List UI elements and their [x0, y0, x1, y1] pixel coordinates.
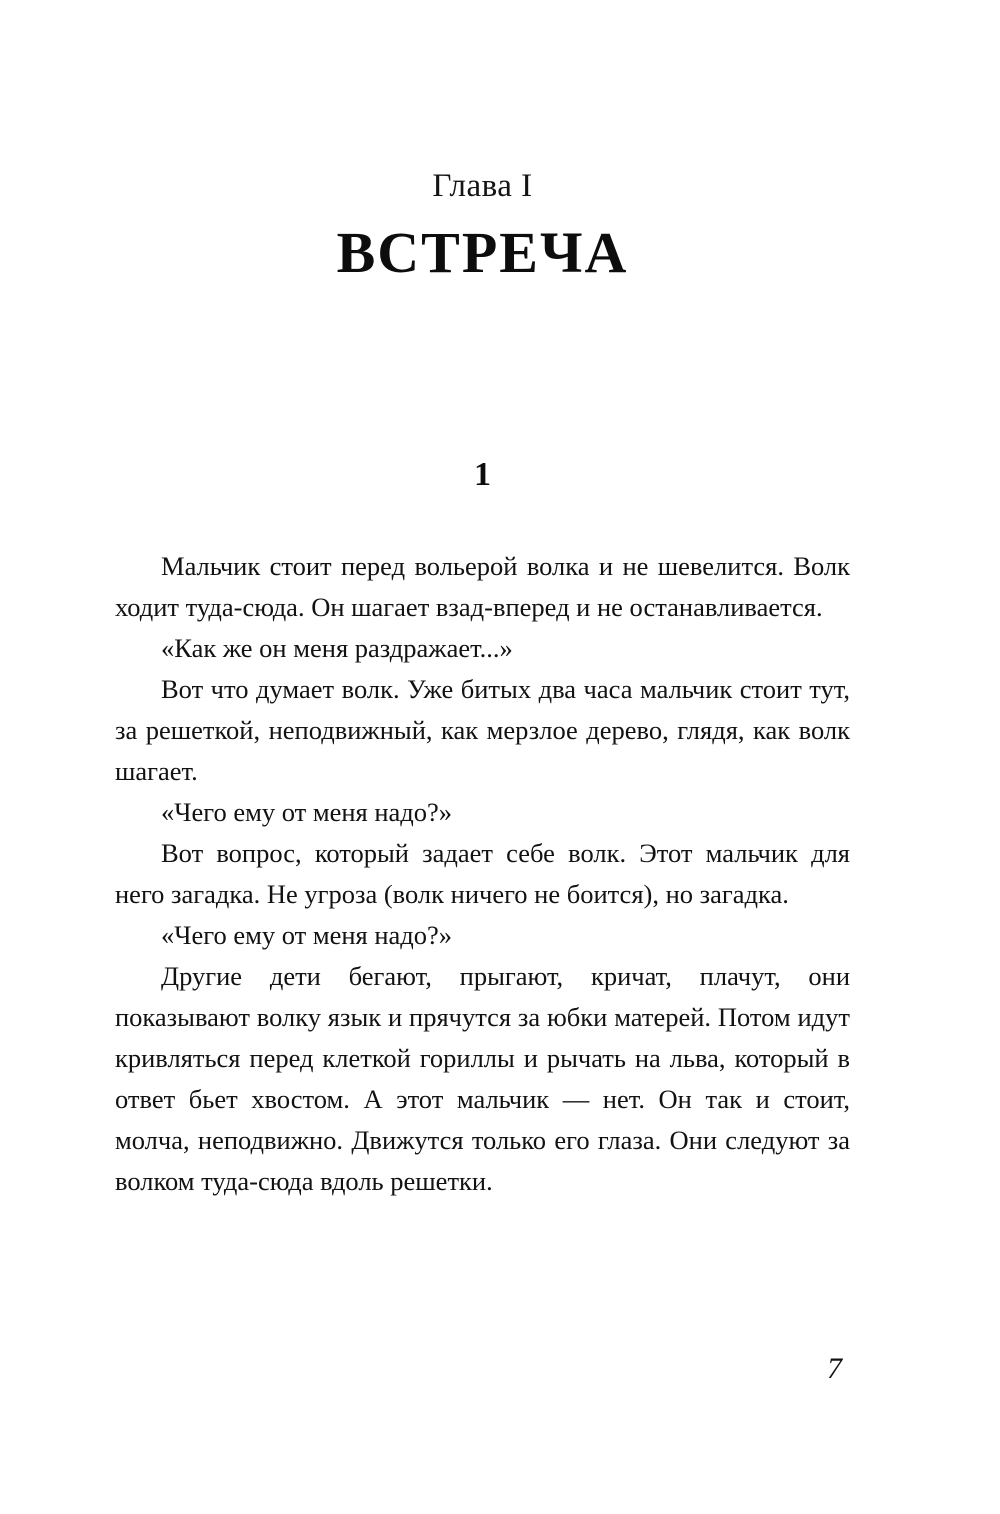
paragraph: Мальчик стоит перед вольерой волка и не шевелится. Волк ходит туда-сюда. Он шагает взад-вперед и не останавливается. — [115, 551, 850, 622]
paragraph: Другие дети бегают, прыгают, кричат, плачут, они показывают волку язык и прячутся за юбки матерей. Потом идут кривляться перед клеткой гориллы и рычать на льва, который в ответ бьет хвостом. А этот мальчик — нет. Он так и стоит, молча, неподвижно. Движутся только его глаза. Они следуют за волком туда-сюда вдоль решетки. — [115, 961, 850, 1196]
section-number: 1 — [474, 456, 491, 493]
chapter-title: ВСТРЕЧА — [336, 220, 629, 285]
paragraph: «Чего ему от меня надо?» — [161, 797, 453, 827]
paragraph: «Чего ему от меня надо?» — [161, 920, 453, 950]
paragraph: Вот что думает волк. Уже битых два часа мальчик стоит тут, за решеткой, неподвижный, как мерзлое дерево, глядя, как волк шагает. — [115, 674, 850, 786]
page-content — [115, 0, 850, 1514]
body-text — [115, 546, 850, 1202]
paragraph: «Как же он меня раздражает...» — [161, 633, 513, 663]
page-number: 7 — [827, 1352, 842, 1385]
chapter-label: Глава I — [432, 168, 533, 204]
paragraph: Вот вопрос, который задает себе волк. Этот мальчик для него загадка. Не угроза (волк ничего не боится), но загадка. — [115, 838, 850, 909]
